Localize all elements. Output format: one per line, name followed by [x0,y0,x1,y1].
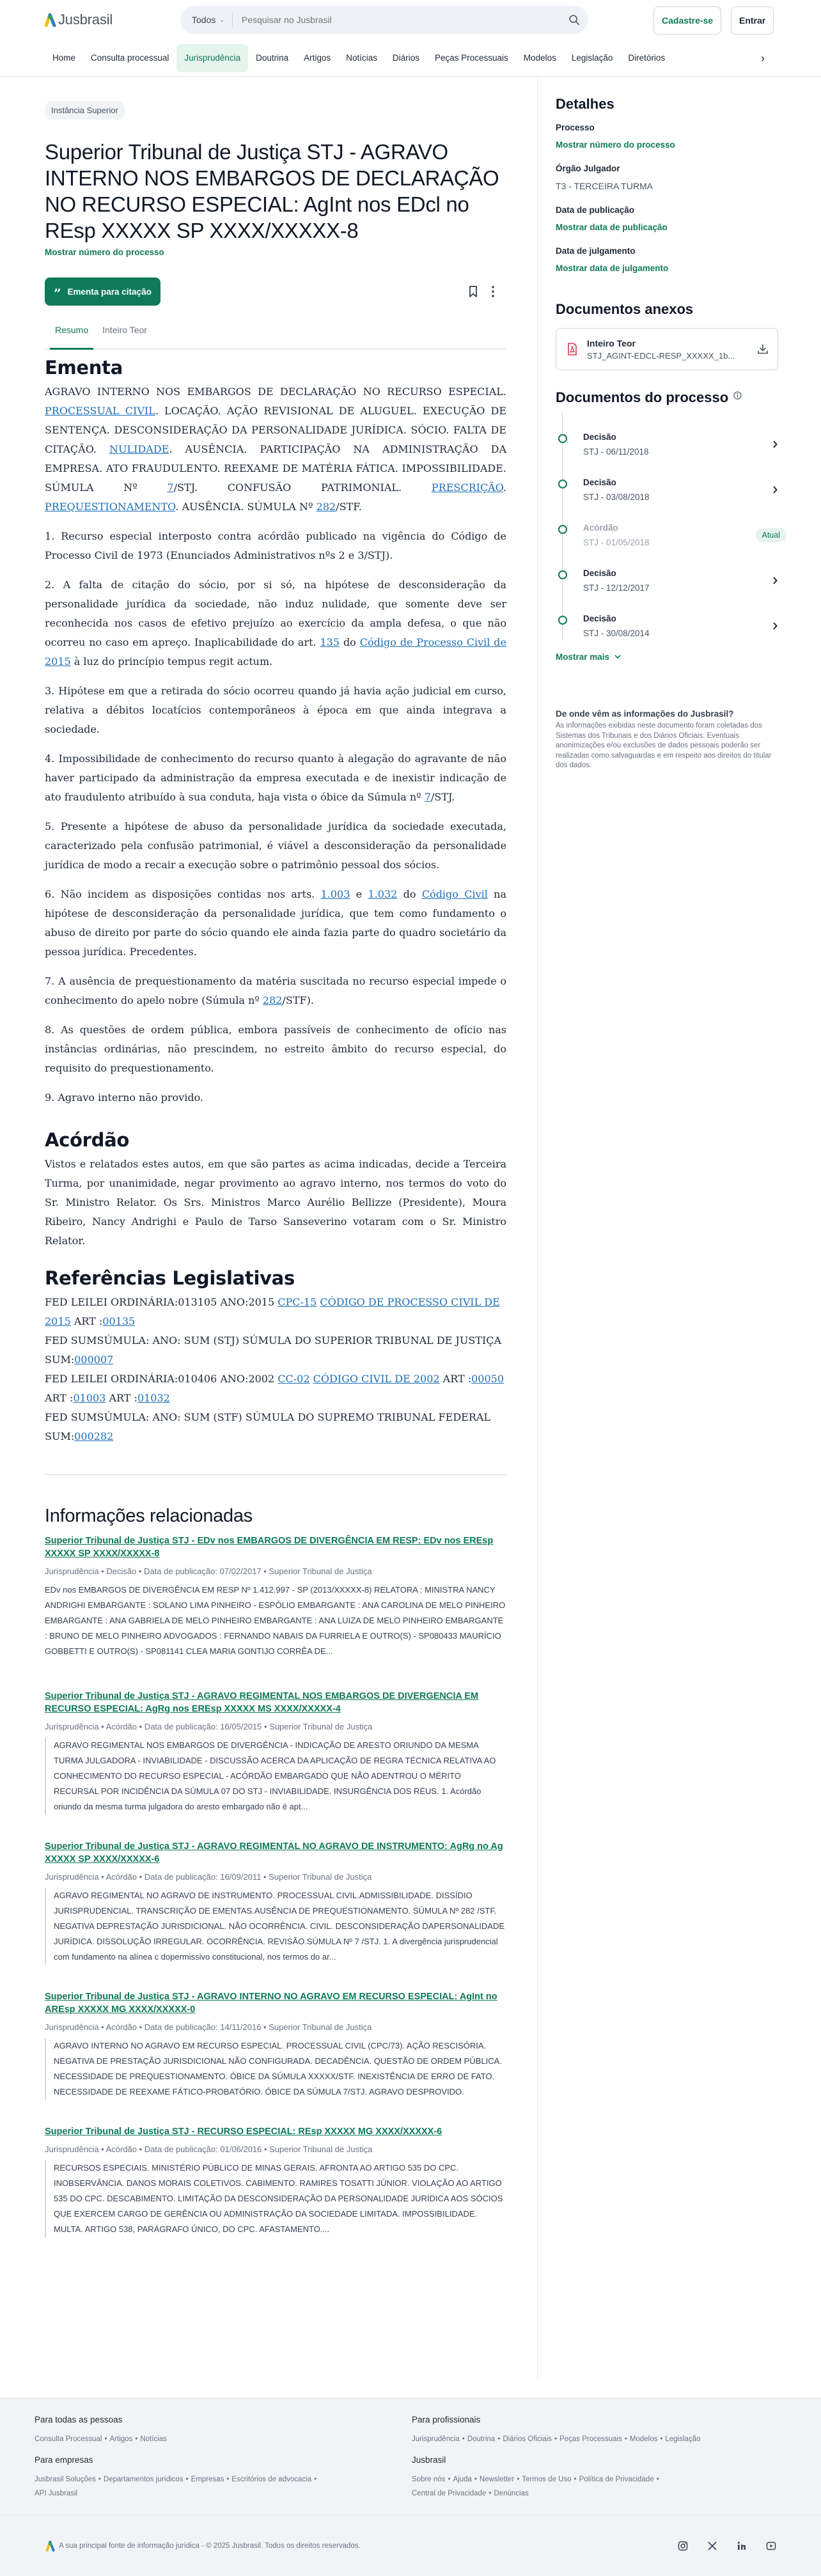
process-docs-heading: Documentos do processo [556,389,729,405]
search-scope-select[interactable] [180,13,233,27]
details-sidebar [537,77,788,2378]
chevron-right-icon: › [761,51,765,65]
related-item-meta: Jurisprudência • Decisão • Data de publicação: 07/02/2017 • Superior Tribunal de Justiça [45,1566,372,1576]
logo-text: Jusbrasil [58,12,113,27]
link-art-1003[interactable]: 1.003 [320,888,350,900]
judg-date-label: Data de julgamento [556,246,636,256]
link-cpc-2015[interactable]: Código de Processo Civil de 2015 [45,636,506,667]
attachments-heading: Documentos anexos [556,301,694,317]
current-badge: Atual [756,528,787,542]
link-sum-000007[interactable]: 000007 [74,1354,114,1366]
footer-link[interactable]: API Jusbrasil [35,2490,78,2497]
info-icon[interactable] [733,391,742,400]
footer-link[interactable]: Política de Privacidade [579,2476,654,2483]
timeline-item-date: STJ - 01/05/2018 [583,537,650,547]
main-content [45,77,506,2378]
top-header [0,0,821,77]
timeline-item-type: Acórdão [583,522,618,533]
related-item [45,1990,506,2100]
nav-item-jurisprudencia[interactable]: Jurisprudência [176,44,248,72]
ementa-section [45,357,506,1107]
footer-link[interactable]: Jurisprudência [412,2435,460,2443]
show-more-label: Mostrar mais [556,652,610,662]
ementa-item-3: 3. Hipótese em que a retirada do sócio ocorreu quando já havia ação judicial em curso, relativa a débitos locatícios contemporâneos à época em que ainda integrava a sociedade. [45,685,506,735]
timeline-item-type: Decisão [583,477,616,487]
timeline-dot-icon [558,434,567,443]
linkedin-icon[interactable] [737,2541,747,2551]
nav-item-diretorios[interactable]: Diretórios [628,53,666,63]
chevron-right-icon [769,441,781,448]
search-input[interactable] [233,15,560,25]
ementa-item-8: 8. As questões de ordem pública, embora passíveis de conhecimento de ofício nas instâncias ordinárias, não prescindem, no estreito âmbito do recurso especial, do requisito do prequestionamento. [45,1024,506,1074]
timeline-item-type: Decisão [583,613,616,623]
footer-link[interactable]: Doutrina [467,2435,496,2443]
timeline-dot-icon [558,616,567,625]
pdf-icon [567,343,578,355]
data-source-text: As informações exibidas neste documento foram coletadas dos Sistemas dos Tribunais e dos Diários Oficiais. Eventuais anonimizações e/ou exclusões de dados pessoais poderão ser realizadas como salvaguardas e em respeito aos direitos do titular dos dados. [556,722,772,769]
x-icon[interactable] [707,2541,717,2551]
footer-link[interactable]: Central de Privacidade [412,2490,487,2497]
link-sumula-282[interactable]: 282 [262,994,283,1006]
show-more-button[interactable] [556,652,788,662]
download-icon[interactable] [757,343,769,355]
chevron-right-icon [769,577,781,584]
link-sumula-7[interactable]: 7 [424,791,431,803]
more-options-icon[interactable] [491,285,495,298]
timeline-item-date: STJ - 30/08/2014 [583,628,650,638]
timeline-item[interactable] [556,467,788,512]
timeline-item-date: STJ - 03/08/2018 [583,492,650,502]
instagram-icon[interactable] [678,2541,688,2551]
timeline-item-current [556,512,788,558]
footer-links: Sobre nós • Ajuda • Newsletter • Termos de Uso • Política de Privacidade • Central de Privacidade • Denúncias [412,2476,659,2497]
ementa-item-1: 1. Recurso especial interposto contra acórdão publicado na vigência do Código de Processo Civil de 1973 (Enunciados Administrativos nºs 2 e 3/STJ). [45,530,506,561]
ementa-item-7: 7. A ausência de prequestionamento da matéria suscitada no recurso especial impede o conhecimento do apelo nobre (Súmula nº 282/STF). [45,975,506,1006]
site-footer [0,2398,821,2576]
footer-link[interactable]: Ajuda [453,2476,472,2483]
nav-item-consulta-processual[interactable]: Consulta processual [91,53,169,63]
related-item-excerpt: AGRAVO INTERNO NO AGRAVO EM RECURSO ESPECIAL. PROCESSUAL CIVIL (CPC/73). AÇÃO RESCISÓRIA. NEGATIVA DE PRESTAÇÃO JURISDICIONAL NÃO CONFIGURADA. DECADÊNCIA. QUESTÃO DE ORDEM PÚBLICA. NECESSIDADE DE PREQUESTIONAMENTO. ÓBICE DA SÚMULA XXXXX/STF. INEXISTÊNCIA DE ERRO DE FATO. NECESSIDADE DE REEXAME FÁTICO-PROBATÓRIO. ÓBICE DA SÚMULA 7/STJ. AGRAVO DESPROVIDO. [45,2038,506,2100]
search-icon [568,14,580,26]
footer-link[interactable]: Empresas [191,2476,224,2483]
related-item-title[interactable]: Superior Tribunal de Justiça STJ - AGRAVO REGIMENTAL NOS EMBARGOS DE DIVERGENCIA EM RECURSO ESPECIAL: AgRg nos EREsp XXXXX MS XXXX/XXXXX-4 [45,1691,479,1714]
ementa-item-6: 6. Não incidem as disposições contidas nos arts. 1.003 e 1.032 do Código Civil na hipótese de desconsideração da personalidade jurídica, que tem como fundamento o abuso de direito por parte do sócio quando ele ainda fazia parte do quadro societário da pessoa jurídica. Precedentes. [45,888,507,958]
footer-links: Jurisprudência • Doutrina • Diários Oficiais • Peças Processuais • Modelos • Legislação [412,2435,701,2443]
attachment-title: Inteiro Teor [587,338,636,348]
attachment-filename: STJ_AGINT-EDCL-RESP_XXXXX_1b... [587,350,735,361]
related-item-excerpt: AGRAVO REGIMENTAL NOS EMBARGOS DE DIVERGÊNCIA - INDICAÇÃO DE ARESTO ORIUNDO DA MESMA TURMA JULGADORA - INVIABILIDADE - DISCUSSÃO ACERCA DA APLICAÇÃO DE REGRA TÉCNICA RELATIVA AO CONHECIMENTO DO RECURSO ESPECIAL - ACÓRDÃO EMBARGADO QUE NÃO ADENTROU O MÉRITO RECURSAL POR INCIDÊNCIA DA SÚMULA 07 DO STJ - INVIABILIDADE. INSURGÊNCIA DOS RÉUS. 1. Acórdão oriundo da mesma turma julgadora do aresto embargado não é apt... [45,1738,506,1815]
show-process-number-link[interactable]: Mostrar número do processo [556,140,675,150]
copyright-text: A sua principal fonte de informação jurídica - © 2025 Jusbrasil. Todos os direitos reservados. [59,2541,361,2550]
link-art-01032[interactable]: 01032 [137,1392,170,1404]
nav-item-artigos[interactable]: Artigos [304,53,331,63]
search-bar [180,6,588,34]
link-sumula-282[interactable]: 282 [316,501,336,513]
related-section [45,1506,506,2237]
details-heading: Detalhes [556,96,614,112]
related-item [45,2125,506,2237]
link-cpc-2015-full[interactable]: CÓDIGO DE PROCESSO CIVIL DE 2015 [45,1296,500,1327]
link-cc-2002-full[interactable]: CÓDIGO CIVIL DE 2002 [313,1373,440,1385]
show-judg-date-link[interactable]: Mostrar data de julgamento [556,263,669,273]
reference-item: FED LEILEI ORDINÁRIA:013105 ANO:2015 CPC-15 CÓDIGO DE PROCESSO CIVIL DE 2015 ART :00135 [45,1296,500,1327]
cite-ementa-button[interactable] [45,277,160,306]
referencias-heading: Referências Legislativas [45,1267,295,1289]
show-process-number-link[interactable]: Mostrar número do processo [45,247,164,257]
bookmark-icon[interactable] [468,285,478,298]
related-item-meta: Jurisprudência • Acórdão • Data de publicação: 14/11/2016 • Superior Tribunal de Justiça [45,2022,372,2032]
related-item-title[interactable]: Superior Tribunal de Justiça STJ - AGRAVO INTERNO NO AGRAVO EM RECURSO ESPECIAL: AgInt no AREsp XXXXX MG XXXX/XXXXX-0 [45,1992,497,2015]
link-sum-000282[interactable]: 000282 [74,1430,114,1442]
reference-item: FED LEILEI ORDINÁRIA:010406 ANO:2002 CC-02 CÓDIGO CIVIL DE 2002 ART :00050 ART :01003 ART :01032 [45,1373,504,1404]
process-timeline [556,412,788,648]
footer-link[interactable]: Artigos [109,2435,133,2443]
link-nulidade[interactable]: NULIDADE [109,443,169,455]
tab-resumo[interactable]: Resumo [55,325,88,349]
link-art-00050[interactable]: 00050 [471,1373,504,1385]
ementa-heading: Ementa [45,357,123,379]
nav-item-home[interactable]: Home [52,53,76,63]
footer-link[interactable]: Termos de Uso [522,2476,572,2483]
related-item-excerpt: AGRAVO REGIMENTAL NO AGRAVO DE INSTRUMENTO. PROCESSUAL CIVIL.ADMISSIBILIDADE. DISSÍDIO JURISPRUDENCIAL. TRANSCRIÇÃO DE EMENTAS.AUSÊNCIA DE PREQUESTIONAMENTO. SÚMULA Nº 282 /STF. NEGATIVA DEPRESTAÇÃO JURISDICIONAL. NÃO OCORRÊNCIA. CIVIL. DESCONSIDERAÇÃO DAPERSONALIDADE JURÍDICA. DISSOLUÇÃO IRREGULAR. OCORRÊNCIA. REVISÃO.SÚMULA Nº 7 /STJ. 1. A divergência jurisprudencial com fundamento na alínea c dopermissivo constitucional, nos termos do ar... [45,1888,506,1965]
jusbrasil-logo-icon [46,2540,55,2552]
ementa-item-5: 5. Presente a hipótese de abuso da personalidade jurídica da sociedade executada, caracterizado pela confusão patrimonial, é viável a desconsideração da personalidade jurídica de modo a recair a execução sobre o patrimônio pessoal dos sócios. [45,820,506,871]
link-codigo-civil[interactable]: Código Civil [421,888,488,900]
link-art-1032[interactable]: 1.032 [368,888,398,900]
footer-link[interactable]: Denúncias [494,2490,529,2497]
timeline-item-type: Decisão [583,432,616,442]
related-item-meta: Jurisprudência • Acórdão • Data de publicação: 16/09/2011 • Superior Tribunal de Justiça [45,1872,372,1882]
footer-link[interactable]: Legislação [665,2435,701,2443]
page-title: Superior Tribunal de Justiça STJ - AGRAVO INTERNO NOS EMBARGOS DE DECLARAÇÃO NO RECURSO ESPECIAL: AgInt nos EDcl no REsp XXXXX SP XXXX/XXXXX-8 [45,140,499,242]
timeline-item-type: Decisão [583,568,616,578]
main-nav [0,40,821,77]
related-item-title[interactable]: Superior Tribunal de Justiça STJ - AGRAVO REGIMENTAL NO AGRAVO DE INSTRUMENTO: AgRg no Ag XXXXX SP XXXX/XXXXX-6 [45,1841,503,1864]
nav-item-noticias[interactable]: Notícias [346,53,377,63]
nav-item-legislacao[interactable]: Legislação [571,53,613,63]
content-tabs [45,321,506,349]
search-button[interactable] [560,14,588,26]
related-item-excerpt: EDv nos EMBARGOS DE DIVERGÊNCIA EM RESP Nº 1.412.997 - SP (2013/XXXXX-8) RELATORA : MINISTRA NANCY ANDRIGHI EMBARGANTE : SOLANO LIMA PINHEIRO - ESPÓLIO EMBARGANTE : ANA CAROLINA DE MELO PINHEIRO EMBARGANTE : ANA GABRIELA DE MELO PINHEIRO EMBARGANTE : ANA LUIZA DE MELO PINHEIRO EMBARGANTE : BRUNO DE MELO PINHEIRO ADVOGADOS : FERNANDO NABAIS DA FURRIELA E OUTRO(S) - SP080433 MAURÍCIO GOBBETTI E OUTRO(S) - SP081141 CLEA MARIA GONTIJO CORRÊA DE... [45,1585,506,1656]
timeline-dot-icon [558,480,567,488]
footer-link[interactable]: Sobre nós [412,2476,446,2483]
nav-scroll-right-button[interactable] [726,40,765,77]
related-item-title[interactable]: Superior Tribunal de Justiça STJ - EDv nos EMBARGOS DE DIVERGÊNCIA EM RESP: EDv nos EREsp XXXXX SP XXXX/XXXXX-8 [45,1536,494,1559]
footer-links: Jusbrasil Soluções • Departamentos jurídicos • Empresas • Escritórios de advocacia • API Jusbrasil [35,2476,317,2497]
orgao-value: T3 - TERCEIRA TURMA [556,181,653,191]
footer-heading: Jusbrasil [412,2455,446,2465]
nav-item-diarios[interactable]: Diários [392,53,419,63]
footer-link[interactable]: Peças Processuais [559,2435,622,2443]
footer-heading: Para empresas [35,2455,93,2465]
footer-link[interactable]: Newsletter [479,2476,515,2483]
section-divider [45,1474,506,1475]
link-art-01003[interactable]: 01003 [73,1392,106,1404]
footer-links: Consulta Processual • Artigos • Notícias [35,2435,167,2443]
footer-link[interactable]: Escritórios de advocacia [231,2476,312,2483]
search-scope-value: Todos [192,15,216,25]
jusbrasil-logo-icon [45,13,56,27]
reference-item: FED SUMSÚMULA: ANO: SUM (STF) SÚMULA DO SUPREMO TRIBUNAL FEDERAL SUM:000282 [45,1411,491,1442]
chevron-down-icon: ⌄ [219,16,224,23]
ementa-intro: AGRAVO INTERNO NOS EMBARGOS DE DECLARAÇÃO NO RECURSO ESPECIAL. PROCESSUAL CIVIL. LOCAÇÃO. AÇÃO REVISIONAL DE ALUGUEL. EXECUÇÃO DE SENTENÇA. DESCONSIDERAÇÃO DA PERSONALIDADE JURÍDICA. SÓCIO. FALTA DE CITAÇÃO. NULIDADE. AUSÊNCIA. PARTICIPAÇÃO NA ADMINISTRAÇÃO DA EMPRESA. ATO FRAUDULENTO. REEXAME DE MATÉRIA FÁTICA. IMPOSSIBILIDADE. SÚMULA Nº 7/STJ. CONFUSÃO PATRIMONIAL. PRESCRIÇÃO. PREQUESTIONAMENTO. AUSÊNCIA. SÚMULA Nº 282/STF. [45,386,507,513]
show-pub-date-link[interactable]: Mostrar data de publicação [556,222,668,232]
link-cc-02[interactable]: CC-02 [278,1373,310,1385]
footer-link[interactable]: Notícias [140,2435,167,2443]
jusbrasil-logo[interactable] [45,12,113,28]
link-cpc-15[interactable]: CPC-15 [278,1296,317,1308]
footer-link[interactable]: Modelos [629,2435,658,2443]
signup-button[interactable]: Cadastre-se [653,6,721,35]
acordao-section [45,1129,506,1251]
link-prequestionamento[interactable]: PREQUESTIONAMENTO [45,501,176,513]
link-sumula-7[interactable]: 7 [167,481,174,494]
timeline-dot-icon [558,570,567,579]
data-source-heading: De onde vêm as informações do Jusbrasil? [556,709,734,719]
acordao-heading: Acórdão [45,1129,130,1151]
nav-item-modelos[interactable]: Modelos [523,53,556,63]
attachment-card[interactable] [556,328,778,370]
related-item [45,1690,506,1815]
related-item [45,1840,506,1965]
chevron-right-icon [769,622,781,630]
link-prescricao[interactable]: PRESCRIÇÃO [431,481,503,494]
reference-item: FED SUMSÚMULA: ANO: SUM (STJ) SÚMULA DO SUPERIOR TRIBUNAL DE JUSTIÇA SUM:000007 [45,1334,502,1366]
footer-heading: Para todas as pessoas [35,2415,123,2424]
related-item [45,1534,506,1659]
related-item-title[interactable]: Superior Tribunal de Justiça STJ - RECURSO ESPECIAL: REsp XXXXX MG XXXX/XXXXX-6 [45,2127,442,2137]
processo-label: Processo [556,123,595,132]
chevron-down-icon [614,655,621,659]
timeline-dot-icon [558,525,567,534]
login-button[interactable]: Entrar [731,6,774,35]
link-processual-civil[interactable]: PROCESSUAL CIVIL [45,405,155,417]
youtube-icon[interactable] [766,2541,776,2551]
link-art-00135[interactable]: 00135 [102,1315,136,1327]
footer-link[interactable]: Departamentos jurídicos [103,2476,184,2483]
chevron-right-icon [769,486,781,494]
acordao-text: Vistos e relatados estes autos, em que são partes as acima indicadas, decide a Terceira Turma, por unanimidade, negar provimento ao agravo interno, nos termos do voto do Sr. Ministro Relator. Os Srs. Ministros Marco Aurélio Bellizze (Presidente), Moura Ribeiro, Nancy Andrighi e Paulo de Tarso Sanseverino votaram com o Sr. Ministro Relator. [45,1158,506,1247]
ementa-item-4: 4. Impossibilidade de conhecimento do recurso quanto à alegação do agravante de não haver participado da administração da empresa executada e de inexistir indicação de ato fraudulento atribuído à sua conduta, haja vista o óbice da Súmula nº 7/STJ. [45,753,506,803]
timeline-item-date: STJ - 06/11/2018 [583,446,649,457]
footer-link[interactable]: Consulta Processual [35,2435,102,2443]
related-heading: Informações relacionadas [45,1506,253,1526]
pub-date-label: Data de publicação [556,205,635,215]
related-item-meta: Jurisprudência • Acórdão • Data de publicação: 16/05/2015 • Superior Tribunal de Justiça [45,1722,373,1731]
related-item-excerpt: RECURSOS ESPECIAIS. MINISTÉRIO PÚBLICO DE MINAS GERAIS. AFRONTA AO ARTIGO 535 DO CPC. INOBSERVÂNCIA. DANOS MORAIS COLETIVOS. CABIMENTO. RAMIRES TOSATTI JÚNIOR. VIOLAÇÃO AO ARTIGO 535 DO CPC. DESCABIMENTO. LIMITAÇÃO DA DESCONSIDERAÇÃO DA PERSONALIDADE JURÍDICA AOS SÓCIOS QUE EXERCEM CARGO DE GERÊNCIA OU ADMINISTRAÇÃO DA SOCIEDADE LIMITADA. IMPOSSIBILIDADE. MULTA. ARTIGO 538, PARÁGRAFO ÚNICO, DO CPC. AFASTAMENTO.... [45,2160,506,2237]
related-item-meta: Jurisprudência • Acórdão • Data de publicação: 01/06/2016 • Superior Tribunal de Justiça [45,2144,373,2154]
timeline-item[interactable] [556,421,788,467]
timeline-item[interactable] [556,558,788,603]
nav-item-pecas-processuais[interactable]: Peças Processuais [435,53,508,63]
timeline-item[interactable] [556,603,788,648]
timeline-item-date: STJ - 12/12/2017 [583,582,650,593]
tab-inteiro-teor[interactable]: Inteiro Teor [102,325,147,335]
quote-icon: ” [54,286,61,301]
ementa-item-2: 2. A falta de citação do sócio, por si só, na hipótese de desconsideração da personalidade jurídica da sociedade, não induz nulidade, que somente deve ser reconhecida nos casos de efetivo prejuízo ao exercício da ampla defesa, o que não ocorreu no caso em apreço. Inaplicabilidade do art. 135 do Código de Processo Civil de 2015 à luz do princípio tempus regit actum. [45,579,506,667]
footer-link[interactable]: Diários Oficiais [503,2435,552,2443]
link-art-135[interactable]: 135 [320,636,340,648]
ementa-item-9: 9. Agravo interno não provido. [45,1091,204,1104]
cite-ementa-label: Ementa para citação [67,286,152,297]
footer-link[interactable]: Jusbrasil Soluções [35,2476,96,2483]
referencias-section [45,1267,506,1446]
footer-heading: Para profissionais [412,2415,481,2424]
nav-item-doutrina[interactable]: Doutrina [256,53,289,63]
instance-badge: Instância Superior [45,101,125,120]
orgao-label: Órgão Julgador [556,164,620,173]
